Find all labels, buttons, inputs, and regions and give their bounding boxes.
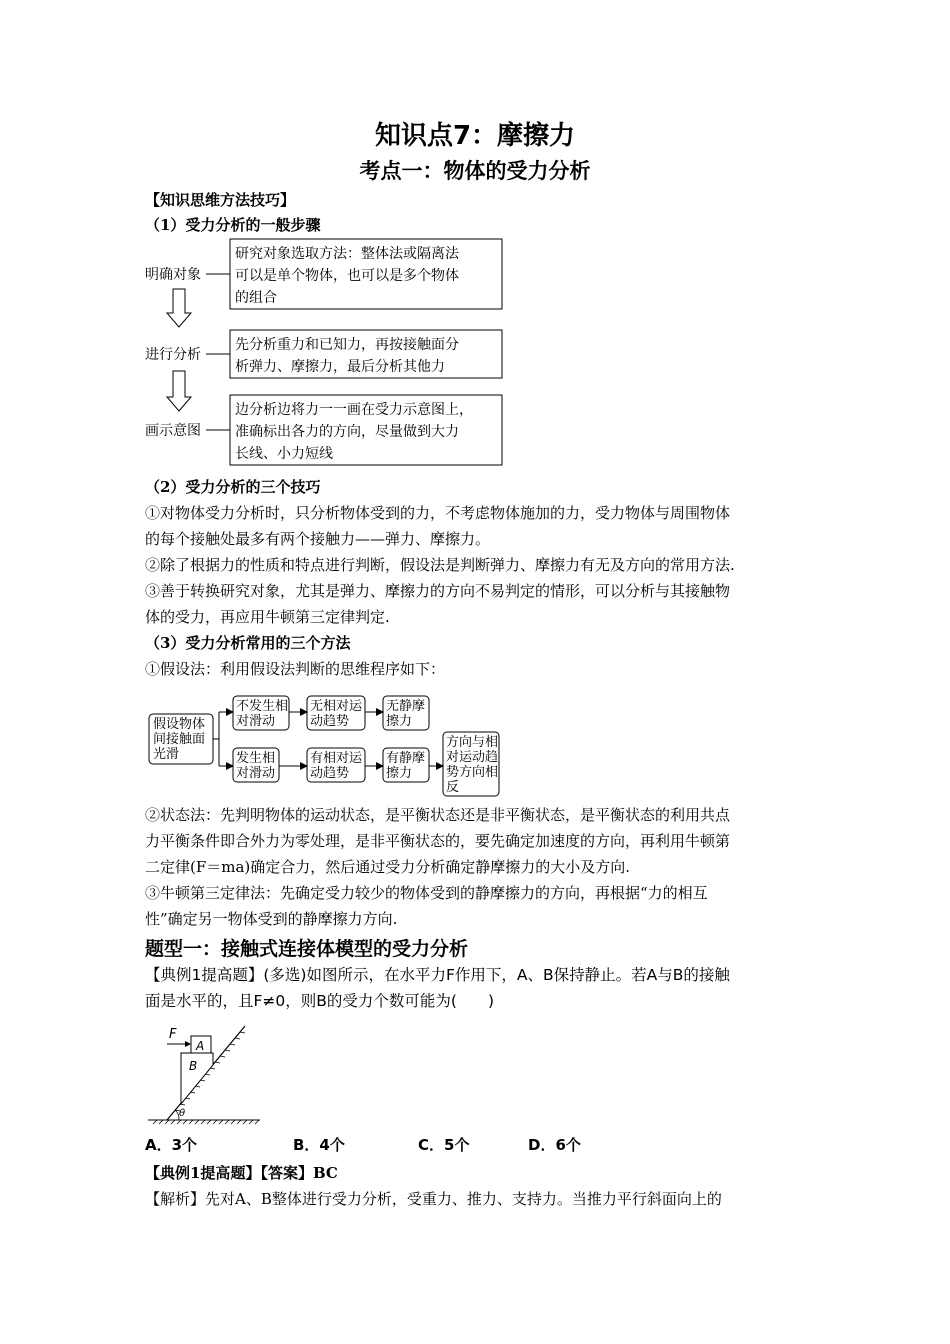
tip-line-5: 体的受力，再应用牛顿第三定律判定.	[145, 608, 390, 626]
tip-line-3: ②除了根据力的性质和特点进行判断，假设法是判断弹力、摩擦力有无及方向的常用方法.	[145, 556, 735, 574]
flow2-start-line-3: 光滑	[153, 747, 180, 762]
method-heading: 【知识思维方法技巧】	[145, 191, 296, 209]
flow1-box-1-line-2: 可以是单个物体，也可以是多个物体	[235, 268, 459, 284]
method1-text: ①假设法：利用假设法判断的思维程序如下：	[145, 660, 446, 678]
flow1-box-1-line-1: 研究对象选取方法：整体法或隔离法	[235, 246, 459, 262]
label-a: A	[196, 1039, 205, 1053]
page-title: 知识点7：摩擦力	[374, 121, 576, 151]
assumption-flowchart	[145, 690, 505, 800]
step3-heading: （3）受力分析常用的三个方法	[145, 634, 351, 652]
tip-line-2: 的每个接触处最多有两个接触力——弹力、摩擦力。	[145, 530, 491, 548]
method2-line-3: 二定律(F＝ma)确定合力，然后通过受力分析确定静摩擦力的大小及方向.	[145, 858, 631, 876]
flow2-bottom-2-line-2: 动趋势	[310, 766, 350, 781]
section-title: 题型一：接触式连接体模型的受力分析	[145, 938, 469, 960]
flow2-top-2-line-1: 无相对运	[310, 699, 363, 714]
flow1-box-3-line-3: 长线、小力短线	[235, 446, 333, 462]
flow2-bottom-2-line-1: 有相对运	[310, 751, 363, 766]
example-answer: 【典例1提高题】【答案】BC	[145, 1164, 338, 1182]
flow1-box-3-line-1: 边分析边将力一一画在受力示意图上，	[235, 402, 473, 418]
flow1-down-arrow-2	[167, 371, 191, 411]
option-a: A．3个	[145, 1136, 198, 1154]
flow2-bottom-4-line-4: 反	[446, 780, 460, 795]
example-analysis: 【解析】先对A、B整体进行受力分析，受重力、推力、支持力。当推力平行斜面向上的	[145, 1190, 722, 1208]
flow2-bottom-4-line-3: 势方向相	[446, 765, 499, 780]
flow2-top-2-line-2: 动趋势	[310, 714, 350, 729]
flow2-bottom-1-line-2: 对滑动	[236, 766, 276, 781]
flow2-start-line-1: 假设物体	[153, 717, 206, 732]
step1-heading: （1）受力分析的一般步骤	[145, 216, 321, 234]
flow2-bottom-4-line-1: 方向与相	[446, 735, 499, 750]
option-b: B．4个	[293, 1136, 345, 1154]
flow1-box-1-line-3: 的组合	[235, 290, 277, 306]
option-d: D．6个	[528, 1136, 581, 1154]
tip-line-1: ①对物体受力分析时，只分析物体受到的力，不考虑物体施加的力，受力物体与周围物体	[145, 504, 731, 522]
incline-block-figure	[145, 1020, 270, 1125]
flow2-top-1-line-2: 对滑动	[236, 714, 276, 729]
flow1-box-3-line-2: 准确标出各力的方向，尽量做到大力	[235, 424, 459, 440]
flow2-start-line-2: 间接触面	[153, 732, 206, 747]
option-c: C．5个	[418, 1136, 470, 1154]
method3-line-2: 性”确定另一物体受到的静摩擦力方向.	[145, 910, 398, 928]
example-question-line-2: 面是水平的，且F≠0，则B的受力个数可能为( )	[145, 992, 494, 1010]
method3-line-1: ③牛顿第三定律法：先确定受力较少的物体受到的静摩擦力的方向，再根据“力的相互	[145, 884, 708, 902]
flow1-label-1: 明确对象	[145, 267, 201, 283]
example-question-line-1: 【典例1提高题】(多选)如图所示，在水平力F作用下，A、B保持静止。若A与B的接触	[145, 966, 730, 984]
flow2-top-3-line-2: 擦力	[386, 714, 413, 729]
flow2-bottom-3-line-2: 擦力	[386, 766, 413, 781]
step2-heading: （2）受力分析的三个技巧	[145, 478, 321, 496]
flow1-down-arrow-1	[167, 289, 191, 327]
method2-line-1: ②状态法：先判明物体的运动状态，是平衡状态还是非平衡状态，是平衡状态的利用共点	[145, 806, 731, 824]
flow2-bottom-1-line-1: 发生相	[236, 751, 276, 766]
flow1-box-2-line-2: 析弹力、摩擦力，最后分析其他力	[235, 359, 445, 375]
flow1-label-2: 进行分析	[145, 347, 201, 363]
analysis-steps-flowchart	[140, 235, 520, 470]
flow1-label-3: 画示意图	[145, 423, 201, 439]
flow2-bottom-4-line-2: 对运动趋	[446, 750, 499, 765]
flow2-bottom-3-line-1: 有静摩	[386, 751, 426, 766]
flow1-box-2-line-1: 先分析重力和已知力，再按接触面分	[235, 337, 459, 353]
flow2-top-3-line-1: 无静摩	[386, 699, 426, 714]
label-f: F	[169, 1027, 177, 1042]
tip-line-4: ③善于转换研究对象，尤其是弹力、摩擦力的方向不易判定的情形，可以分析与其接触物	[145, 582, 731, 600]
flow2-top-1-line-1: 不发生相	[236, 699, 289, 714]
method2-line-2: 力平衡条件即合外力为零处理，是非平衡状态的，要先确定加速度的方向，再利用牛顿第	[145, 832, 731, 850]
label-theta: θ	[179, 1108, 186, 1119]
page-subtitle: 考点一：物体的受力分析	[359, 159, 591, 183]
label-b: B	[189, 1059, 198, 1073]
